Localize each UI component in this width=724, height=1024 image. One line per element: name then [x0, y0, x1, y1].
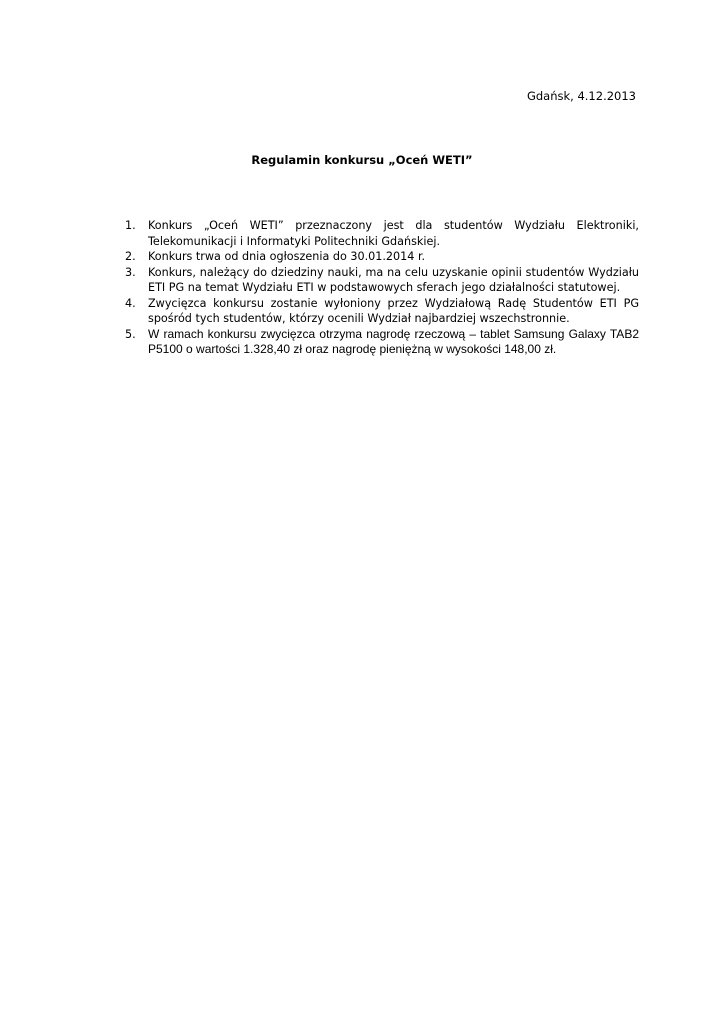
rule-text: W ramach konkursu zwycięzca otrzyma nagrodę rzeczową – tablet Samsung Galaxy TAB2 P5100 o wartości 1.328,40 zł oraz nagrodę pieniężną w wysokości 148,00 zł. [148, 326, 639, 356]
rule-number: 4. [125, 296, 136, 310]
rule-number: 1. [125, 219, 136, 232]
rule-number: 5. [125, 327, 136, 341]
rule-item [125, 327, 639, 358]
rule-text: Zwycięzca konkursu zostanie wyłoniony przez Wydziałową Radę Studentów ETI PG spośród tych studentów, którzy ocenili Wydział najbardziej wszechstronnie. [148, 296, 639, 325]
document-date: Gdańsk, 4.12.2013 [526, 89, 636, 103]
rule-text: Konkurs trwa od dnia ogłoszenia do 30.01.2014 r. [148, 250, 426, 263]
rule-item [125, 218, 639, 249]
rule-item [125, 249, 639, 265]
rule-number: 3. [125, 265, 136, 279]
rule-number: 2. [125, 250, 136, 263]
rules-list [125, 218, 639, 358]
rule-text: Konkurs, należący do dziedziny nauki, ma na celu uzyskanie opinii studentów Wydziału ETI PG na temat Wydziału ETI w podstawowych sferach jego działalności statutowej. [148, 265, 639, 294]
rule-item [125, 296, 639, 327]
document-title: Regulamin konkursu „Oceń WETI” [251, 153, 473, 167]
rule-text: Konkurs „Oceń WETI” przeznaczony jest dla studentów Wydziału Elektroniki, Telekomunikacji i Informatyki Politechniki Gdańskiej. [148, 219, 639, 248]
rule-item [125, 265, 639, 296]
